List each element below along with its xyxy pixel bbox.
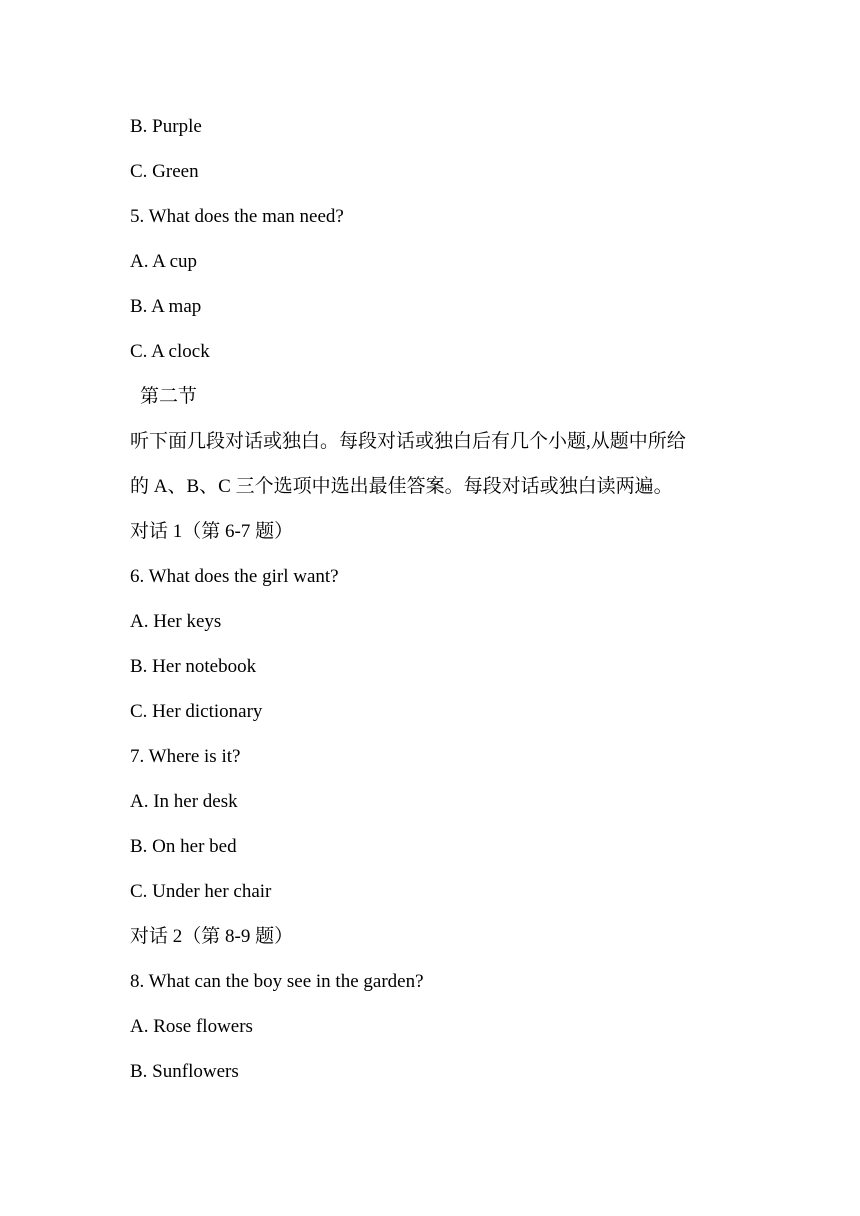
dialogue-2-heading: 对话 2（第 8-9 题） — [130, 926, 294, 947]
option-6a: A. Her keys — [130, 611, 222, 632]
question-8: 8. What can the boy see in the garden? — [130, 971, 424, 992]
option-5b: B. A map — [130, 296, 202, 317]
option-4b: B. Purple — [130, 116, 202, 137]
dialogue-1-heading: 对话 1（第 6-7 题） — [130, 521, 294, 542]
option-8a: A. Rose flowers — [130, 1016, 253, 1037]
question-6: 6. What does the girl want? — [130, 566, 339, 587]
option-5a: A. A cup — [130, 251, 198, 272]
option-4c: C. Green — [130, 161, 199, 182]
option-7a: A. In her desk — [130, 791, 238, 812]
instructions-line-1: 听下面几段对话或独白。每段对话或独白后有几个小题,从题中所给 — [130, 431, 686, 452]
question-5: 5. What does the man need? — [130, 206, 344, 227]
question-7: 7. Where is it? — [130, 746, 241, 767]
option-6b: B. Her notebook — [130, 656, 257, 677]
option-6c: C. Her dictionary — [130, 701, 263, 722]
option-5c: C. A clock — [130, 341, 210, 362]
instructions-line-2: 的 A、B、C 三个选项中选出最佳答案。每段对话或独白读两遍。 — [130, 476, 673, 497]
option-7c: C. Under her chair — [130, 881, 272, 902]
option-8b: B. Sunflowers — [130, 1061, 239, 1082]
option-7b: B. On her bed — [130, 836, 237, 857]
section-heading: 第二节 — [140, 386, 198, 407]
